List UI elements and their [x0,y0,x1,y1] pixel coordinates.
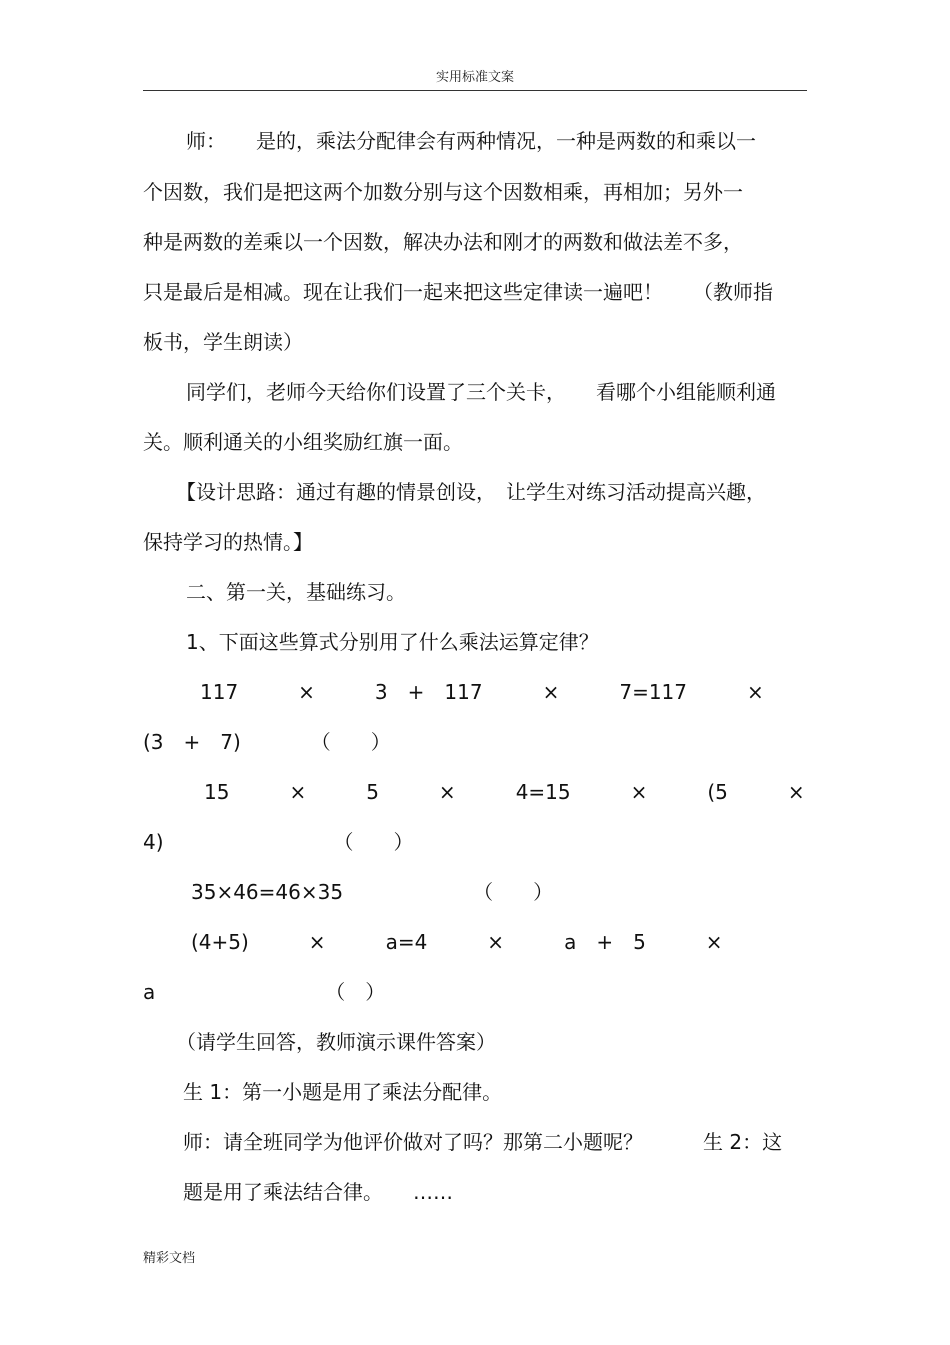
section-heading: 二、第一关，基础练习。 [186,580,406,604]
formula-4a: (4+5) × a=4 × a + 5 × [191,930,723,954]
text-line-last: 题是用了乘法结合律。 …… [183,1180,453,1204]
text-line-4: 只是最后是相减。现在让我们一起来把这些定律读一遍吧！ （教师指 [143,280,773,304]
text-line-teacher: 师：请全班同学为他评价做对了吗？那第二小题呢？ 生 2：这 [183,1130,783,1154]
text-line-6: 同学们，老师今天给你们设置了三个关卡， 看哪个小组能顺利通 [186,380,776,404]
formula-1a: 117 × 3 + 117 × 7=117 × [200,680,764,704]
formula-1b: (3 + 7) （ ） [143,730,391,754]
formula-4b: a （ ） [143,980,386,1004]
text-line-1: 师： 是的，乘法分配律会有两种情况，一种是两数的和乘以一 [186,129,756,153]
text-line-note: （请学生回答，教师演示课件答案） [176,1030,496,1054]
text-line-student: 生 1：第一小题是用了乘法分配律。 [183,1080,503,1104]
page-header: 实用标准文案 [435,70,514,85]
text-line-2: 个因数，我们是把这两个加数分别与这个因数相乘，再相加；另外一 [143,180,743,204]
formula-2a: 15 × 5 × 4=15 × (5 × [204,780,805,804]
text-line-7: 关。顺利通关的小组奖励红旗一面。 [143,430,463,454]
page-footer: 精彩文档 [143,1251,196,1266]
text-line-5: 板书，学生朗读） [143,330,303,354]
text-line-8: 【设计思路：通过有趣的情景创设， 让学生对练习活动提高兴趣， [176,480,766,504]
header-rule [143,90,807,91]
text-line-3: 种是两数的差乘以一个因数，解决办法和刚才的两数和做法差不多， [143,230,743,254]
text-line-9: 保持学习的热情。】 [143,530,313,554]
formula-3: 35×46=46×35 （ ） [191,880,554,904]
question-1: 1、下面这些算式分别用了什么乘法运算定律？ [186,630,599,654]
formula-2b: 4) （ ） [143,830,414,854]
